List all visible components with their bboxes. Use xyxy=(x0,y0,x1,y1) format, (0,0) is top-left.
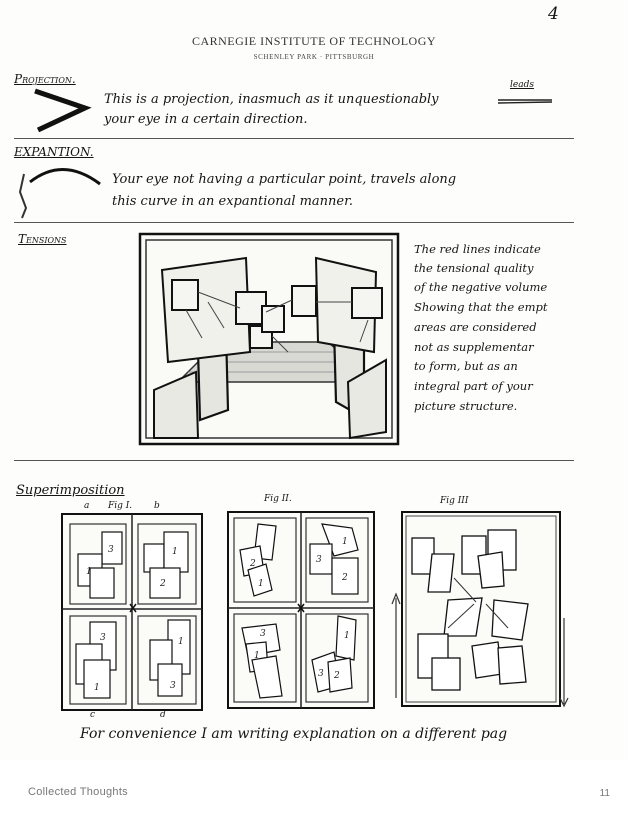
svg-text:2: 2 xyxy=(334,671,340,681)
strikethrough-mark xyxy=(496,92,556,106)
projection-sketch xyxy=(30,86,100,136)
fig-1-mark-a: a xyxy=(84,501,90,511)
tensions-sketch xyxy=(138,232,402,448)
svg-text:1: 1 xyxy=(254,651,260,661)
superimposition-footnote: For convenience I am writing explanation on a different pag xyxy=(80,726,508,742)
fig-1-mark-d: d xyxy=(160,710,166,720)
viewer-footer xyxy=(0,760,628,814)
fig-1-sketch xyxy=(60,512,204,712)
fig-1-mark-c: c xyxy=(90,710,96,720)
tensions-label: Tensions xyxy=(18,232,67,246)
divider xyxy=(14,460,574,461)
expantion-line-1: Your eye not having a particular point, travels along xyxy=(112,172,457,187)
projection-line-2: your eye in a certain direction. xyxy=(104,112,308,127)
svg-text:3: 3 xyxy=(318,669,324,679)
tensions-note-line: the tensional quality xyxy=(414,261,534,275)
fig-2-title: Fig II. xyxy=(264,494,292,504)
svg-text:2: 2 xyxy=(250,559,256,569)
svg-text:3: 3 xyxy=(170,681,176,691)
tensions-note-line: The red lines indicate xyxy=(414,242,541,256)
tensions-note-line: picture structure. xyxy=(414,399,518,413)
letterhead-title: CARNEGIE INSTITUTE OF TECHNOLOGY xyxy=(191,34,437,48)
tensions-note-line: to form, but as an xyxy=(414,359,518,373)
svg-text:1: 1 xyxy=(172,547,178,557)
document-title: Collected Thoughts xyxy=(28,786,128,798)
divider xyxy=(14,222,574,223)
projection-line-1: This is a projection, inasmuch as it unquestionably xyxy=(104,92,439,107)
letterhead-subtitle: SCHENLEY PARK · PITTSBURGH xyxy=(253,53,375,61)
svg-text:1: 1 xyxy=(94,683,100,693)
footer-page-number: 11 xyxy=(599,788,610,799)
tensions-note-line: areas are considered xyxy=(414,320,537,334)
superimposition-label: Superimposition xyxy=(16,483,125,498)
page-number: 4 xyxy=(548,4,559,24)
svg-text:3: 3 xyxy=(100,633,106,643)
svg-text:3: 3 xyxy=(316,555,322,565)
expantion-sketch xyxy=(8,162,108,222)
fig-3-sketch xyxy=(388,508,574,708)
tensions-note-line: not as supplementar xyxy=(414,340,534,354)
fig-1-mark-b: b xyxy=(154,501,160,511)
svg-text:2: 2 xyxy=(342,573,348,583)
expantion-label: EXPANTION. xyxy=(14,145,94,159)
expantion-line-2: this curve in an expantional manner. xyxy=(112,194,354,209)
svg-text:1: 1 xyxy=(258,579,264,589)
divider xyxy=(14,138,574,139)
fig-2-sketch xyxy=(226,510,376,710)
svg-text:1: 1 xyxy=(342,537,348,547)
projection-inserted-word: leads xyxy=(510,80,534,90)
tensions-note-line: of the negative volume xyxy=(414,280,548,294)
tensions-note-line: integral part of your xyxy=(414,379,533,393)
svg-text:1: 1 xyxy=(344,631,350,641)
projection-label: Projection. xyxy=(14,72,76,86)
svg-text:2: 2 xyxy=(160,579,166,589)
fig-1-title: Fig I. xyxy=(108,501,133,511)
svg-text:3: 3 xyxy=(260,629,266,639)
svg-text:1: 1 xyxy=(178,637,184,647)
tensions-note-line: Showing that the empt xyxy=(414,300,548,314)
svg-text:3: 3 xyxy=(108,545,114,555)
svg-text:1: 1 xyxy=(86,567,92,577)
fig-3-title: Fig III xyxy=(440,496,469,506)
